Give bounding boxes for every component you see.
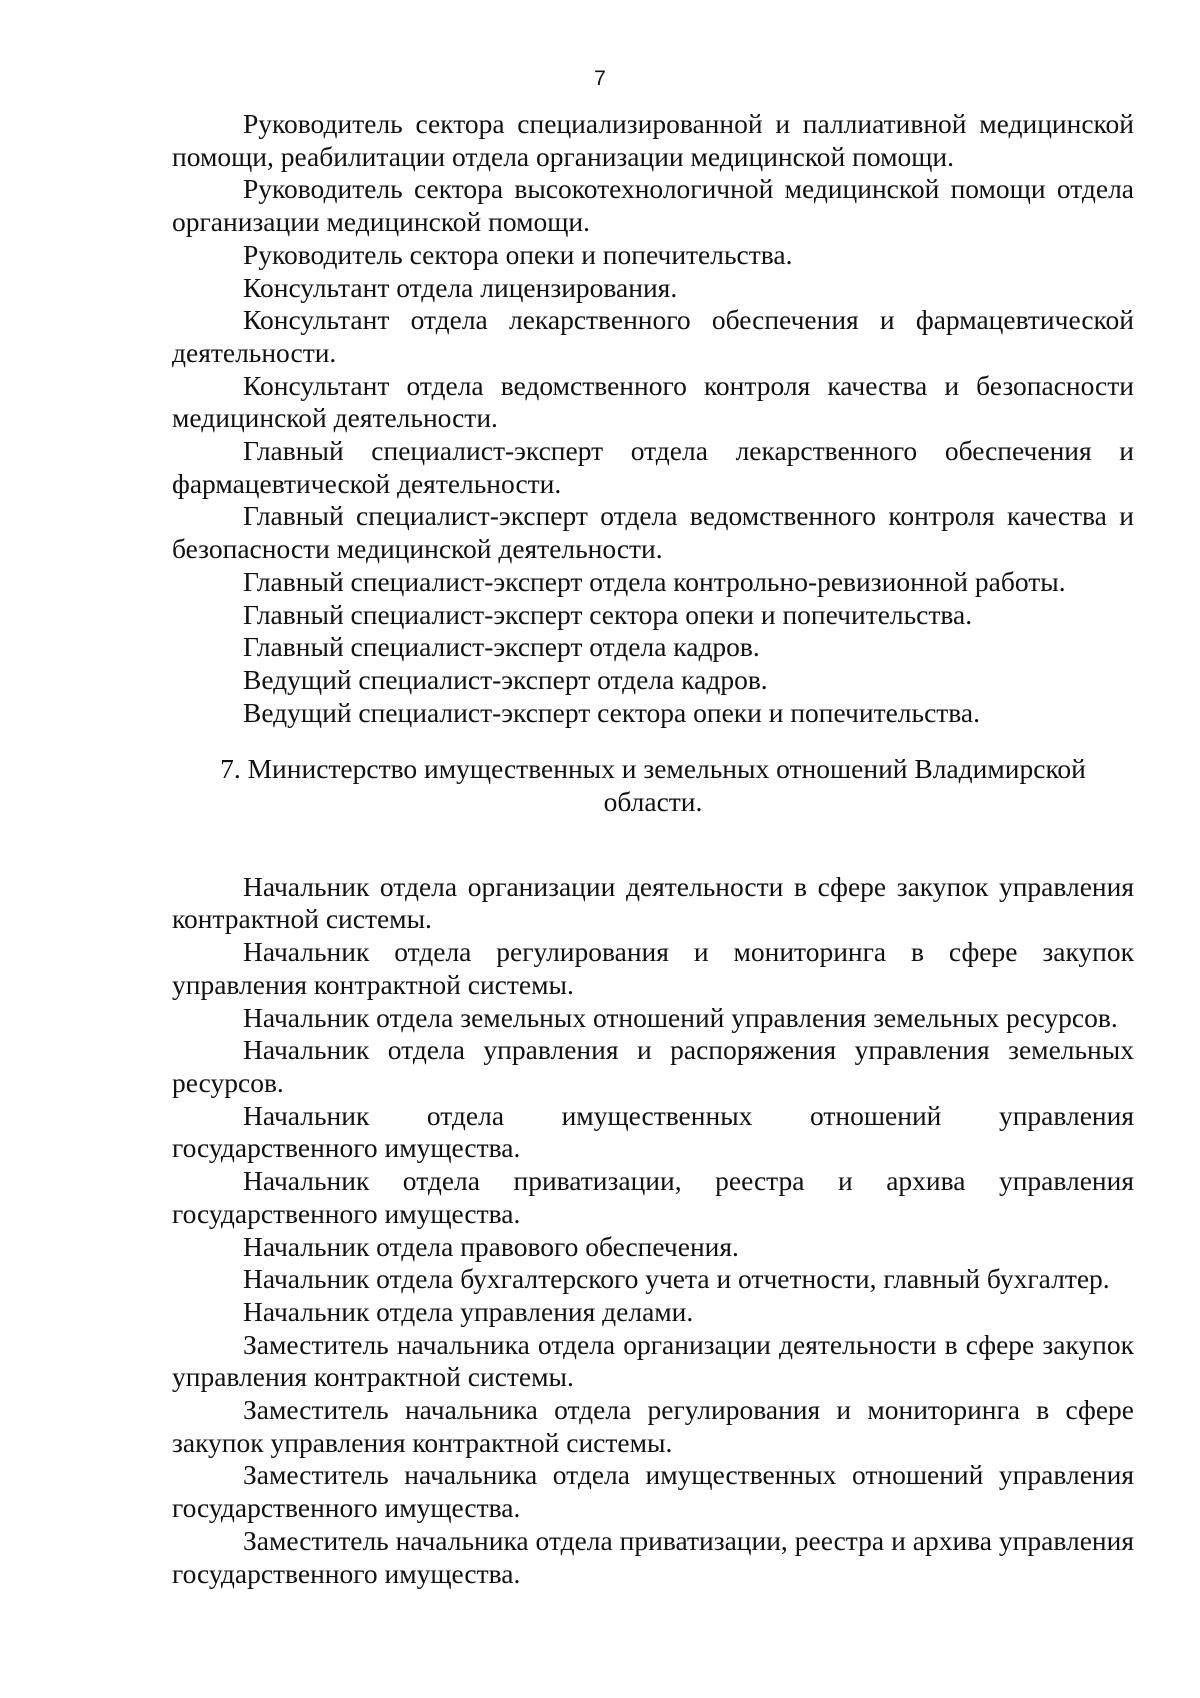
list-item: Начальник отдела бухгалтерского учета и отчетности, главный бухгалтер. bbox=[243, 1263, 1110, 1295]
list-item: Консультант отдела ведомственного контроля качества и безопасности медицинской деятельности. bbox=[172, 369, 1134, 434]
list-item: Главный специалист-эксперт отдела контрольно-ревизионной работы. bbox=[243, 565, 1066, 597]
list-item: Заместитель начальника отдела имущественных отношений управления государственного имущества. bbox=[172, 1459, 1134, 1524]
list-item: Консультант отдела лекарственного обеспечения и фармацевтической деятельности. bbox=[172, 304, 1134, 368]
document-body bbox=[172, 108, 1134, 1590]
list-item: Консультант отдела лицензирования. bbox=[243, 271, 678, 303]
list-item: Главный специалист-эксперт отдела лекарственного обеспечения и фармацевтической деятельности. bbox=[172, 435, 1134, 499]
list-item: Руководитель сектора высокотехнологичной медицинской помощи отдела организации медицинской помощи. bbox=[172, 173, 1134, 238]
section-heading: 7. Министерство имущественных и земельных отношений Владимирской области. bbox=[220, 753, 1086, 818]
list-item: Начальник отдела приватизации, реестра и архива управления государственного имущества. bbox=[172, 1165, 1134, 1229]
list-item: Заместитель начальника отдела регулирования и мониторинга в сфере закупок управления контрактной системы. bbox=[172, 1394, 1134, 1458]
list-item: Начальник отдела правового обеспечения. bbox=[243, 1230, 739, 1262]
list-item: Ведущий специалист-эксперт сектора опеки и попечительства. bbox=[243, 696, 980, 728]
list-item: Руководитель сектора опеки и попечительства. bbox=[243, 238, 793, 270]
list-item: Главный специалист-эксперт отдела кадров. bbox=[243, 631, 760, 663]
list-item: Главный специалист-эксперт сектора опеки и попечительства. bbox=[243, 598, 973, 630]
list-item: Начальник отдела организации деятельности в сфере закупок управления контрактной системы. bbox=[172, 870, 1134, 935]
list-item: Заместитель начальника отдела организации деятельности в сфере закупок управления контрактной системы. bbox=[172, 1328, 1134, 1393]
list-item: Заместитель начальника отдела приватизации, реестра и архива управления государственного имущества. bbox=[172, 1524, 1134, 1589]
list-item: Начальник отдела имущественных отношений управления государственного имущества. bbox=[172, 1099, 1134, 1164]
list-item: Начальник отдела управления и распоряжения управления земельных ресурсов. bbox=[172, 1034, 1134, 1098]
page-number: 7 bbox=[594, 67, 606, 90]
list-item: Начальник отдела управления делами. bbox=[243, 1295, 694, 1327]
list-item: Главный специалист-эксперт отдела ведомственного контроля качества и безопасности медицинской деятельности. bbox=[172, 500, 1134, 565]
list-item: Начальник отдела регулирования и мониторинга в сфере закупок управления контрактной системы. bbox=[172, 936, 1134, 1000]
list-item: Руководитель сектора специализированной и паллиативной медицинской помощи, реабилитации отдела организации медицинской помощи. bbox=[172, 108, 1134, 172]
list-item: Начальник отдела земельных отношений управления земельных ресурсов. bbox=[243, 1001, 1118, 1033]
list-item: Ведущий специалист-эксперт отдела кадров. bbox=[243, 663, 768, 695]
